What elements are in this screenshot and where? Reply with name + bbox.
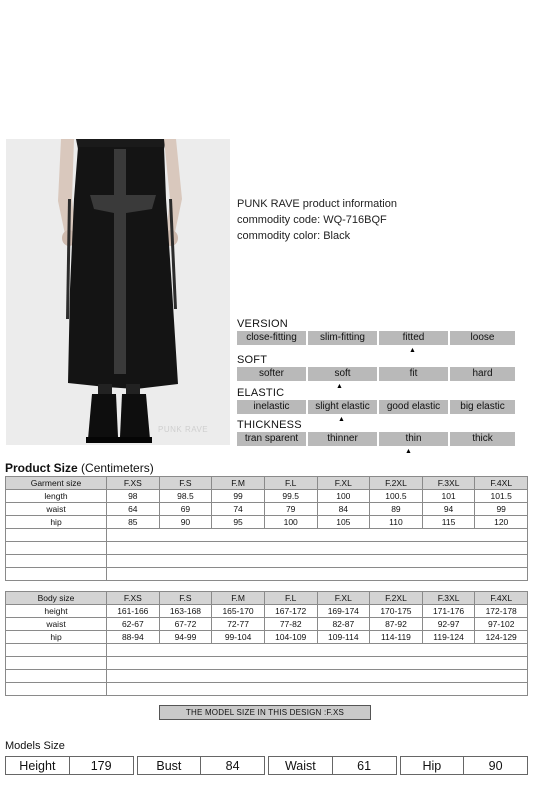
table-cell: hip	[6, 516, 107, 529]
table-cell: 88-94	[107, 631, 160, 644]
scale-option: soft	[308, 367, 377, 381]
model-value-height: 179	[69, 757, 133, 775]
table-cell: 101.5	[475, 490, 528, 503]
table-cell: 67-72	[159, 618, 212, 631]
table-cell: 115	[422, 516, 475, 529]
table-cell: 94	[422, 503, 475, 516]
scale-option: hard	[450, 367, 515, 381]
table-row	[6, 503, 528, 516]
table-header-cell: F.XS	[107, 592, 160, 605]
scale-option: inelastic	[237, 400, 306, 414]
product-size-unit: (Centimeters)	[81, 461, 154, 475]
model-size-note: THE MODEL SIZE IN THIS DESIGN :F.XS	[159, 705, 371, 720]
table-cell: 163-168	[159, 605, 212, 618]
table-cell: 95	[212, 516, 265, 529]
table-cell: 82-87	[317, 618, 370, 631]
table-cell: 169-174	[317, 605, 370, 618]
product-photo	[6, 139, 230, 445]
table-cell: 92-97	[422, 618, 475, 631]
scale-option: slight elastic	[308, 400, 377, 414]
model-label-hip: Hip	[400, 757, 464, 775]
table-cell: 104-109	[264, 631, 317, 644]
table-cell: 170-175	[370, 605, 423, 618]
table-cell: 74	[212, 503, 265, 516]
attribute-title: THICKNESS	[237, 419, 302, 431]
attribute-title: ELASTIC	[237, 387, 285, 399]
table-header-row	[6, 477, 528, 490]
table-header-cell: Body size	[6, 592, 107, 605]
attribute-scale	[237, 400, 515, 423]
info-brand-line: PUNK RAVE product information	[237, 198, 397, 210]
attribute-scale	[237, 367, 515, 390]
table-cell: 98	[107, 490, 160, 503]
attribute-soft	[237, 354, 515, 390]
models-size-heading: Models Size	[5, 740, 65, 752]
table-header-cell: F.4XL	[475, 477, 528, 490]
table-header-cell: F.XS	[107, 477, 160, 490]
table-cell: 109-114	[317, 631, 370, 644]
table-cell: 90	[159, 516, 212, 529]
models-size-table	[5, 756, 528, 775]
models-size-row	[6, 757, 528, 775]
skirt-model-illustration	[6, 139, 230, 445]
model-label-bust: Bust	[137, 757, 201, 775]
body-size-table	[5, 591, 528, 696]
table-cell: 77-82	[264, 618, 317, 631]
table-cell: 114-119	[370, 631, 423, 644]
table-cell: 101	[422, 490, 475, 503]
table-cell: 165-170	[212, 605, 265, 618]
scale-option: big elastic	[450, 400, 515, 414]
product-size-title: Product Size	[5, 461, 78, 475]
attribute-thickness	[237, 419, 515, 455]
table-cell: 110	[370, 516, 423, 529]
info-code-line: commodity code: WQ-716BQF	[237, 214, 387, 226]
scale-option: thick	[450, 432, 515, 446]
table-cell: 161-166	[107, 605, 160, 618]
empty-table-row	[6, 529, 528, 542]
model-value-bust: 84	[201, 757, 265, 775]
table-header-cell: F.4XL	[475, 592, 528, 605]
table-cell: waist	[6, 618, 107, 631]
table-row	[6, 631, 528, 644]
table-row	[6, 618, 528, 631]
model-label-height: Height	[6, 757, 70, 775]
table-cell: 87-92	[370, 618, 423, 631]
table-cell: 85	[107, 516, 160, 529]
table-header-cell: F.3XL	[422, 477, 475, 490]
table-cell: height	[6, 605, 107, 618]
photo-watermark: PUNK RAVE	[158, 425, 209, 434]
attribute-elastic	[237, 387, 515, 423]
attribute-scale	[237, 432, 515, 455]
table-header-cell: F.S	[159, 477, 212, 490]
table-header-cell: F.2XL	[370, 477, 423, 490]
table-cell: 97-102	[475, 618, 528, 631]
empty-table-row	[6, 670, 528, 683]
table-cell: 69	[159, 503, 212, 516]
scale-option: fit	[379, 367, 448, 381]
table-cell: 172-178	[475, 605, 528, 618]
scale-option: thinner	[308, 432, 377, 446]
empty-table-row	[6, 568, 528, 581]
table-header-cell: F.XL	[317, 477, 370, 490]
scale-option: tran sparent	[237, 432, 306, 446]
table-cell: 100	[317, 490, 370, 503]
table-row	[6, 605, 528, 618]
product-size-heading	[5, 461, 154, 475]
table-header-row	[6, 592, 528, 605]
table-header-cell: F.L	[264, 592, 317, 605]
table-cell: 100	[264, 516, 317, 529]
empty-table-row	[6, 644, 528, 657]
table-header-cell: F.2XL	[370, 592, 423, 605]
table-header-cell: Garment size	[6, 477, 107, 490]
info-color-line: commodity color: Black	[237, 230, 351, 242]
table-cell: 99	[212, 490, 265, 503]
table-cell: 99-104	[212, 631, 265, 644]
attribute-title: SOFT	[237, 354, 268, 366]
scale-option: softer	[237, 367, 306, 381]
table-cell: 100.5	[370, 490, 423, 503]
table-cell: 84	[317, 503, 370, 516]
table-cell: 62-67	[107, 618, 160, 631]
table-row	[6, 490, 528, 503]
scale-option: loose	[450, 331, 515, 345]
table-cell: 99	[475, 503, 528, 516]
model-value-waist: 61	[332, 757, 396, 775]
selected-indicator-icon: ▲	[338, 416, 345, 423]
table-header-cell: F.XL	[317, 592, 370, 605]
empty-table-row	[6, 542, 528, 555]
attribute-scale	[237, 331, 515, 354]
scale-option: thin	[379, 432, 448, 446]
selected-indicator-icon: ▲	[336, 383, 343, 390]
table-cell: waist	[6, 503, 107, 516]
table-cell: 98.5	[159, 490, 212, 503]
table-cell: hip	[6, 631, 107, 644]
table-header-cell: F.M	[212, 477, 265, 490]
scale-option: close-fitting	[237, 331, 306, 345]
table-cell: 94-99	[159, 631, 212, 644]
selected-indicator-icon: ▲	[409, 347, 416, 354]
table-cell: 120	[475, 516, 528, 529]
model-label-waist: Waist	[269, 757, 333, 775]
table-header-cell: F.3XL	[422, 592, 475, 605]
scale-option: good elastic	[379, 400, 448, 414]
empty-table-row	[6, 657, 528, 670]
scale-option: fitted	[379, 331, 448, 345]
table-header-cell: F.S	[159, 592, 212, 605]
product-info	[237, 196, 397, 244]
table-header-cell: F.M	[212, 592, 265, 605]
selected-indicator-icon: ▲	[405, 448, 412, 455]
table-row	[6, 516, 528, 529]
attribute-version	[237, 318, 515, 354]
table-cell: 124-129	[475, 631, 528, 644]
scale-option: slim-fitting	[308, 331, 377, 345]
table-cell: 119-124	[422, 631, 475, 644]
table-header-cell: F.L	[264, 477, 317, 490]
model-value-hip: 90	[464, 757, 528, 775]
table-cell: 171-176	[422, 605, 475, 618]
empty-table-row	[6, 555, 528, 568]
table-cell: length	[6, 490, 107, 503]
table-cell: 105	[317, 516, 370, 529]
table-cell: 72-77	[212, 618, 265, 631]
table-cell: 167-172	[264, 605, 317, 618]
table-cell: 64	[107, 503, 160, 516]
table-cell: 79	[264, 503, 317, 516]
empty-table-row	[6, 683, 528, 696]
garment-size-table	[5, 476, 528, 581]
table-cell: 89	[370, 503, 423, 516]
attribute-title: VERSION	[237, 318, 288, 330]
table-cell: 99.5	[264, 490, 317, 503]
